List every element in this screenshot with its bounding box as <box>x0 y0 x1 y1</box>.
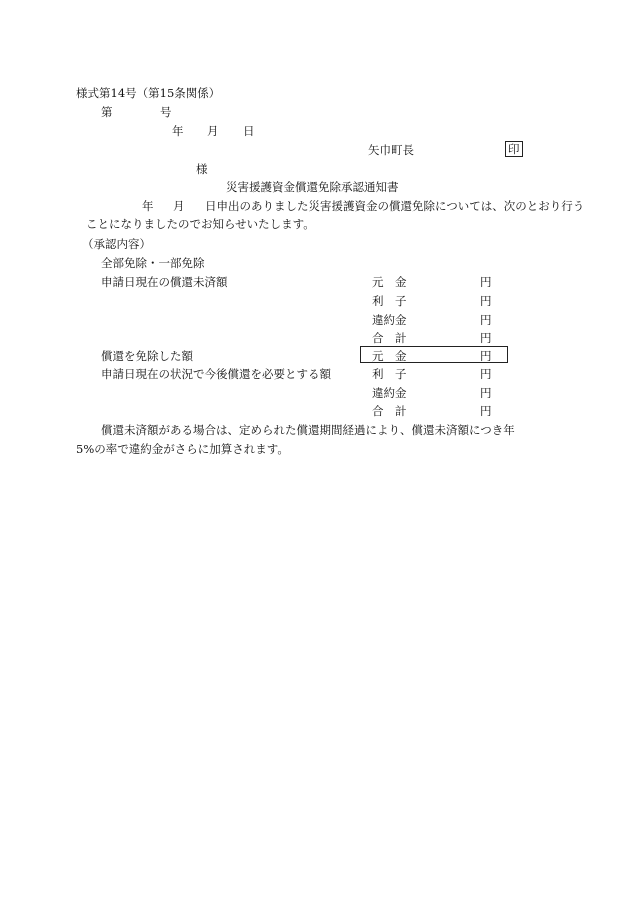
yen-unit: 円 <box>480 386 492 400</box>
outstanding-principal: 元 金 <box>372 275 407 289</box>
outstanding-label: 申請日現在の償還未済額 <box>101 275 228 289</box>
intro-month: 月 <box>173 199 185 213</box>
exempted-label: 償還を免除した額 <box>101 349 193 363</box>
yen-unit: 円 <box>480 404 492 418</box>
outstanding-penalty: 違約金 <box>372 313 407 327</box>
date-day: 日 <box>243 124 255 138</box>
future-total: 合 計 <box>372 404 407 418</box>
outstanding-interest: 利 子 <box>372 294 407 308</box>
seal-mark: 印 <box>505 141 523 157</box>
yen-unit: 円 <box>480 294 492 308</box>
date-year: 年 <box>172 124 184 138</box>
exemption-type: 全部免除・一部免除 <box>101 256 205 270</box>
future-penalty: 違約金 <box>372 386 407 400</box>
issuer-title: 矢巾町長 <box>368 143 414 157</box>
doc-number-prefix: 第 <box>101 105 113 119</box>
yen-unit: 円 <box>480 367 492 381</box>
intro-line1: 日申出のありました災害援護資金の償還免除については、次のとおり行う <box>205 199 585 213</box>
date-month: 月 <box>207 124 219 138</box>
exempted-principal: 元 金 <box>372 349 407 363</box>
doc-number-suffix: 号 <box>160 105 172 119</box>
outstanding-total: 合 計 <box>372 331 407 345</box>
future-label: 申請日現在の状況で今後償還を必要とする額 <box>101 367 331 381</box>
yen-unit: 円 <box>480 313 492 327</box>
note-line1: 償還未済額がある場合は、定められた償還期間経過により、償還未済額につき年 <box>101 423 515 437</box>
yen-unit: 円 <box>480 331 492 345</box>
addressee-suffix: 様 <box>196 162 208 176</box>
section-heading: （承認内容） <box>82 237 151 251</box>
intro-year: 年 <box>142 199 154 213</box>
form-label: 様式第14号（第15条関係） <box>76 86 221 100</box>
intro-line2: ことになりましたのでお知らせいたします。 <box>86 217 315 231</box>
future-interest: 利 子 <box>372 367 407 381</box>
doc-title: 災害援護資金償還免除承認通知書 <box>226 180 399 194</box>
yen-unit: 円 <box>480 349 492 363</box>
note-line2: 5%の率で違約金がさらに加算されます。 <box>76 442 289 456</box>
yen-unit: 円 <box>480 275 492 289</box>
